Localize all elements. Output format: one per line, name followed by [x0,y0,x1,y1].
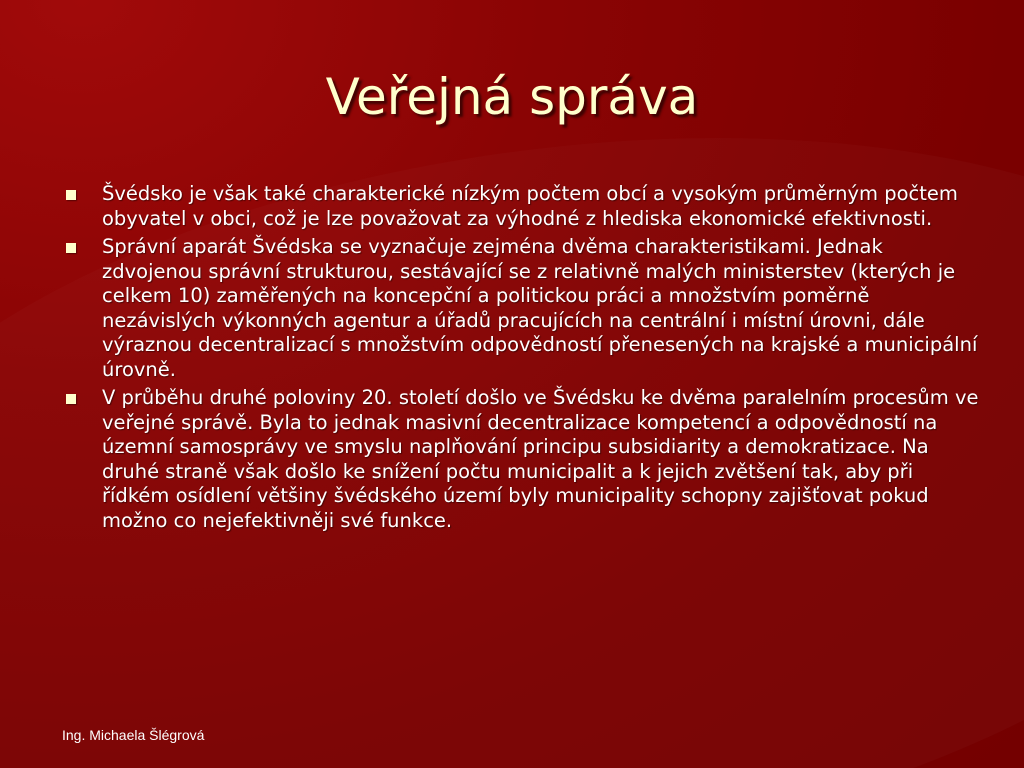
square-bullet-icon [66,243,76,253]
slide-title: Veřejná správa [325,68,699,126]
footer-author: Ing. Michaela Šlégrová [62,727,205,743]
bullet-text: V průběhu druhé poloviny 20. století došlo ve Švédsku ke dvěma paralelním procesům ve veřejné správě. Byla to jednak masivní decentralizace kompetencí a odpovědností na územní samosprávy ve smyslu naplňování principu subsidiarity a demokratizace. Na druhé straně však došlo ke snížení počtu municipalit a k jejich zvětšení tak, aby při řídkém osídlení většiny švédského území byly municipality schopny zajišťovat pokud možno co nejefektivněji své funkce. [102,386,979,532]
bullet-text: Správní aparát Švédska se vyznačuje zejména dvěma charakteristikami. Jednak zdvojenou správní strukturou, sestávající se z relativně malých ministerstev (kterých je celkem 10) zaměřených na koncepční a politickou práci a množstvím poměrně nezávislých výkonných agentur a úřadů pracujících na centrální i místní úrovni, dále výraznou decentralizací s množstvím odpovědností přenesených na krajské a municipální úrovně. [102,235,978,381]
bullet-item [64,386,984,533]
bullet-list [64,182,984,537]
square-bullet-icon [66,394,76,404]
square-bullet-icon [66,190,76,200]
bullet-text: Švédsko je však také charakterické nízkým počtem obcí a vysokým průměrným počtem obyvatel v obci, což je lze považovat za výhodné z hlediska ekonomické efektivnosti. [102,182,958,230]
bullet-item [64,235,984,382]
bullet-item [64,182,984,231]
